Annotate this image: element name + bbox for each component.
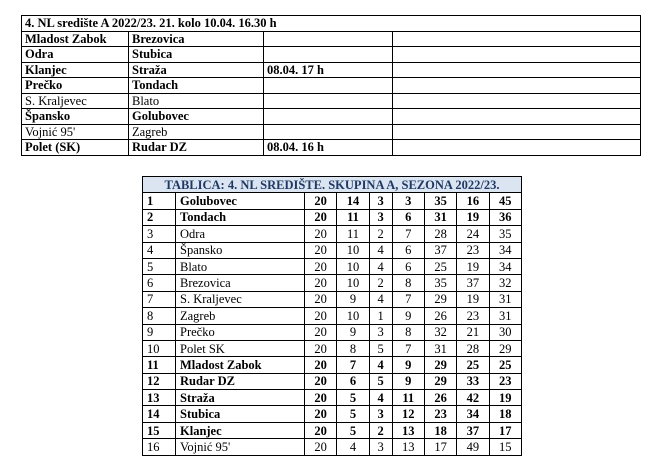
fixture-home-team: Odra <box>22 47 129 63</box>
standings-goals-for: 32 <box>424 324 456 340</box>
fixture-row <box>22 31 641 47</box>
standings-goals-for: 31 <box>424 209 456 225</box>
fixture-home-team: Mladost Zabok <box>22 31 129 47</box>
standings-goals-against: 33 <box>457 373 489 389</box>
standings-row <box>143 193 522 209</box>
standings-row <box>143 275 522 291</box>
standings-draws: 2 <box>369 226 392 242</box>
standings-points: 35 <box>489 226 521 242</box>
standings-goals-for: 17 <box>424 439 456 455</box>
standings-played: 20 <box>305 373 337 389</box>
standings-position: 6 <box>143 275 176 291</box>
standings-played: 20 <box>305 340 337 356</box>
standings-position: 3 <box>143 226 176 242</box>
standings-draws: 3 <box>369 193 392 209</box>
standings-points: 17 <box>489 422 521 438</box>
fixture-home-team: S. Kraljevec <box>22 93 129 109</box>
standings-position: 2 <box>143 209 176 225</box>
standings-row <box>143 308 522 324</box>
standings-wins: 10 <box>337 308 369 324</box>
standings-position: 4 <box>143 242 176 258</box>
standings-draws: 4 <box>369 242 392 258</box>
fixtures-body <box>22 16 641 156</box>
standings-position: 5 <box>143 258 176 274</box>
standings-team: Odra <box>176 226 305 242</box>
standings-goals-for: 37 <box>424 242 456 258</box>
standings-played: 20 <box>305 324 337 340</box>
standings-losses: 12 <box>392 406 424 422</box>
standings-points: 34 <box>489 258 521 274</box>
standings-goals-against: 28 <box>457 340 489 356</box>
standings-goals-against: 21 <box>457 324 489 340</box>
standings-points: 31 <box>489 291 521 307</box>
standings-row <box>143 406 522 422</box>
fixture-empty <box>393 78 641 94</box>
fixture-home-team: Vojnić 95' <box>22 124 129 140</box>
standings-draws: 3 <box>369 209 392 225</box>
standings-wins: 11 <box>337 226 369 242</box>
standings-points: 19 <box>489 390 521 406</box>
standings-goals-against: 42 <box>457 390 489 406</box>
fixture-note <box>264 109 393 125</box>
fixture-note: 08.04. 17 h <box>264 62 393 78</box>
standings-goals-against: 34 <box>457 406 489 422</box>
fixture-empty <box>393 31 641 47</box>
standings-points: 45 <box>489 193 521 209</box>
fixture-note <box>264 78 393 94</box>
standings-draws: 3 <box>369 439 392 455</box>
standings-position: 8 <box>143 308 176 324</box>
standings-points: 34 <box>489 242 521 258</box>
standings-draws: 2 <box>369 422 392 438</box>
standings-draws: 3 <box>369 324 392 340</box>
fixtures-table <box>21 15 641 156</box>
standings-goals-against: 49 <box>457 439 489 455</box>
standings-wins: 11 <box>337 209 369 225</box>
standings-position: 10 <box>143 340 176 356</box>
standings-losses: 8 <box>392 324 424 340</box>
fixture-away-team: Straža <box>129 62 264 78</box>
standings-goals-for: 26 <box>424 308 456 324</box>
standings-losses: 13 <box>392 439 424 455</box>
standings-team: Golubovec <box>176 193 305 209</box>
standings-row <box>143 373 522 389</box>
fixtures-title-row <box>22 16 641 32</box>
standings-played: 20 <box>305 275 337 291</box>
standings-goals-for: 26 <box>424 390 456 406</box>
fixture-empty <box>393 124 641 140</box>
standings-losses: 11 <box>392 390 424 406</box>
standings-goals-against: 16 <box>457 193 489 209</box>
standings-goals-for: 25 <box>424 258 456 274</box>
standings-points: 29 <box>489 340 521 356</box>
standings-goals-for: 18 <box>424 422 456 438</box>
standings-goals-for: 31 <box>424 340 456 356</box>
standings-team: Špansko <box>176 242 305 258</box>
standings-wins: 7 <box>337 357 369 373</box>
fixture-note <box>264 93 393 109</box>
fixture-empty <box>393 109 641 125</box>
standings-played: 20 <box>305 308 337 324</box>
standings-position: 11 <box>143 357 176 373</box>
standings-goals-against: 19 <box>457 209 489 225</box>
standings-played: 20 <box>305 226 337 242</box>
standings-row <box>143 390 522 406</box>
standings-losses: 9 <box>392 308 424 324</box>
standings-wins: 6 <box>337 373 369 389</box>
fixture-row <box>22 124 641 140</box>
standings-position: 1 <box>143 193 176 209</box>
standings-row <box>143 242 522 258</box>
standings-played: 20 <box>305 193 337 209</box>
fixture-away-team: Zagreb <box>129 124 264 140</box>
standings-played: 20 <box>305 357 337 373</box>
fixture-home-team: Klanjec <box>22 62 129 78</box>
standings-goals-for: 29 <box>424 357 456 373</box>
standings-team: S. Kraljevec <box>176 291 305 307</box>
standings-goals-for: 29 <box>424 291 456 307</box>
standings-goals-for: 29 <box>424 373 456 389</box>
standings-team: Prečko <box>176 324 305 340</box>
standings-losses: 9 <box>392 357 424 373</box>
standings-played: 20 <box>305 422 337 438</box>
standings-wins: 10 <box>337 258 369 274</box>
standings-draws: 4 <box>369 258 392 274</box>
standings-row <box>143 357 522 373</box>
standings-losses: 7 <box>392 226 424 242</box>
standings-goals-against: 19 <box>457 258 489 274</box>
standings-team: Mladost Zabok <box>176 357 305 373</box>
standings-row <box>143 258 522 274</box>
fixture-away-team: Brezovica <box>129 31 264 47</box>
standings-points: 31 <box>489 308 521 324</box>
fixture-away-team: Stubica <box>129 47 264 63</box>
fixture-empty <box>393 93 641 109</box>
standings-team: Stubica <box>176 406 305 422</box>
standings-position: 14 <box>143 406 176 422</box>
standings-goals-against: 19 <box>457 291 489 307</box>
fixture-empty <box>393 47 641 63</box>
fixture-empty <box>393 140 641 156</box>
fixture-row <box>22 140 641 156</box>
standings-table <box>142 176 522 456</box>
standings-wins: 9 <box>337 324 369 340</box>
standings-team: Straža <box>176 390 305 406</box>
standings-draws: 5 <box>369 340 392 356</box>
standings-played: 20 <box>305 406 337 422</box>
standings-goals-for: 35 <box>424 193 456 209</box>
fixture-row <box>22 109 641 125</box>
standings-goals-against: 25 <box>457 357 489 373</box>
standings-wins: 4 <box>337 439 369 455</box>
fixture-note: 08.04. 16 h <box>264 140 393 156</box>
standings-goals-for: 28 <box>424 226 456 242</box>
standings-position: 16 <box>143 439 176 455</box>
fixture-row <box>22 93 641 109</box>
standings-wins: 10 <box>337 275 369 291</box>
fixture-away-team: Rudar DZ <box>129 140 264 156</box>
standings-played: 20 <box>305 258 337 274</box>
standings-draws: 4 <box>369 291 392 307</box>
fixture-empty <box>393 62 641 78</box>
standings-wins: 5 <box>337 422 369 438</box>
standings-losses: 13 <box>392 422 424 438</box>
standings-wins: 8 <box>337 340 369 356</box>
standings-row <box>143 226 522 242</box>
standings-losses: 6 <box>392 258 424 274</box>
standings-goals-against: 24 <box>457 226 489 242</box>
standings-draws: 1 <box>369 308 392 324</box>
standings-position: 7 <box>143 291 176 307</box>
standings-team: Polet SK <box>176 340 305 356</box>
fixture-row <box>22 78 641 94</box>
standings-losses: 6 <box>392 242 424 258</box>
standings-losses: 9 <box>392 373 424 389</box>
standings-goals-against: 37 <box>457 422 489 438</box>
standings-points: 15 <box>489 439 521 455</box>
standings-body <box>143 177 522 456</box>
fixture-away-team: Blato <box>129 93 264 109</box>
standings-losses: 8 <box>392 275 424 291</box>
standings-team: Blato <box>176 258 305 274</box>
standings-title: TABLICA: 4. NL SREDIŠTE. SKUPINA A, SEZONA 2022/23. <box>143 177 522 193</box>
standings-wins: 5 <box>337 390 369 406</box>
fixture-note <box>264 124 393 140</box>
standings-losses: 7 <box>392 291 424 307</box>
standings-wins: 9 <box>337 291 369 307</box>
standings-row <box>143 209 522 225</box>
standings-goals-for: 23 <box>424 406 456 422</box>
standings-losses: 3 <box>392 193 424 209</box>
fixture-row <box>22 47 641 63</box>
standings-points: 25 <box>489 357 521 373</box>
standings-goals-against: 23 <box>457 308 489 324</box>
standings-row <box>143 291 522 307</box>
standings-goals-against: 23 <box>457 242 489 258</box>
fixture-row <box>22 62 641 78</box>
fixture-home-team: Špansko <box>22 109 129 125</box>
standings-played: 20 <box>305 291 337 307</box>
standings-losses: 6 <box>392 209 424 225</box>
standings-position: 13 <box>143 390 176 406</box>
standings-played: 20 <box>305 209 337 225</box>
fixtures-title: 4. NL središte A 2022/23. 21. kolo 10.04. 16.30 h <box>22 16 641 32</box>
standings-goals-against: 37 <box>457 275 489 291</box>
standings-played: 20 <box>305 390 337 406</box>
standings-goals-for: 35 <box>424 275 456 291</box>
standings-points: 18 <box>489 406 521 422</box>
fixture-home-team: Prečko <box>22 78 129 94</box>
standings-draws: 3 <box>369 406 392 422</box>
standings-team: Vojnić 95' <box>176 439 305 455</box>
standings-wins: 10 <box>337 242 369 258</box>
standings-points: 32 <box>489 275 521 291</box>
fixture-note <box>264 47 393 63</box>
standings-position: 9 <box>143 324 176 340</box>
standings-played: 20 <box>305 439 337 455</box>
fixture-away-team: Tondach <box>129 78 264 94</box>
standings-draws: 5 <box>369 373 392 389</box>
fixture-note <box>264 31 393 47</box>
standings-team: Brezovica <box>176 275 305 291</box>
standings-row <box>143 422 522 438</box>
standings-wins: 14 <box>337 193 369 209</box>
standings-draws: 4 <box>369 390 392 406</box>
standings-title-row <box>143 177 522 193</box>
standings-row <box>143 439 522 455</box>
standings-team: Zagreb <box>176 308 305 324</box>
standings-draws: 4 <box>369 357 392 373</box>
standings-points: 36 <box>489 209 521 225</box>
standings-wins: 5 <box>337 406 369 422</box>
standings-row <box>143 324 522 340</box>
standings-draws: 2 <box>369 275 392 291</box>
standings-losses: 7 <box>392 340 424 356</box>
standings-position: 15 <box>143 422 176 438</box>
standings-row <box>143 340 522 356</box>
standings-team: Tondach <box>176 209 305 225</box>
standings-team: Klanjec <box>176 422 305 438</box>
standings-points: 30 <box>489 324 521 340</box>
standings-played: 20 <box>305 242 337 258</box>
standings-points: 23 <box>489 373 521 389</box>
standings-position: 12 <box>143 373 176 389</box>
standings-team: Rudar DZ <box>176 373 305 389</box>
fixture-away-team: Golubovec <box>129 109 264 125</box>
fixture-home-team: Polet (SK) <box>22 140 129 156</box>
